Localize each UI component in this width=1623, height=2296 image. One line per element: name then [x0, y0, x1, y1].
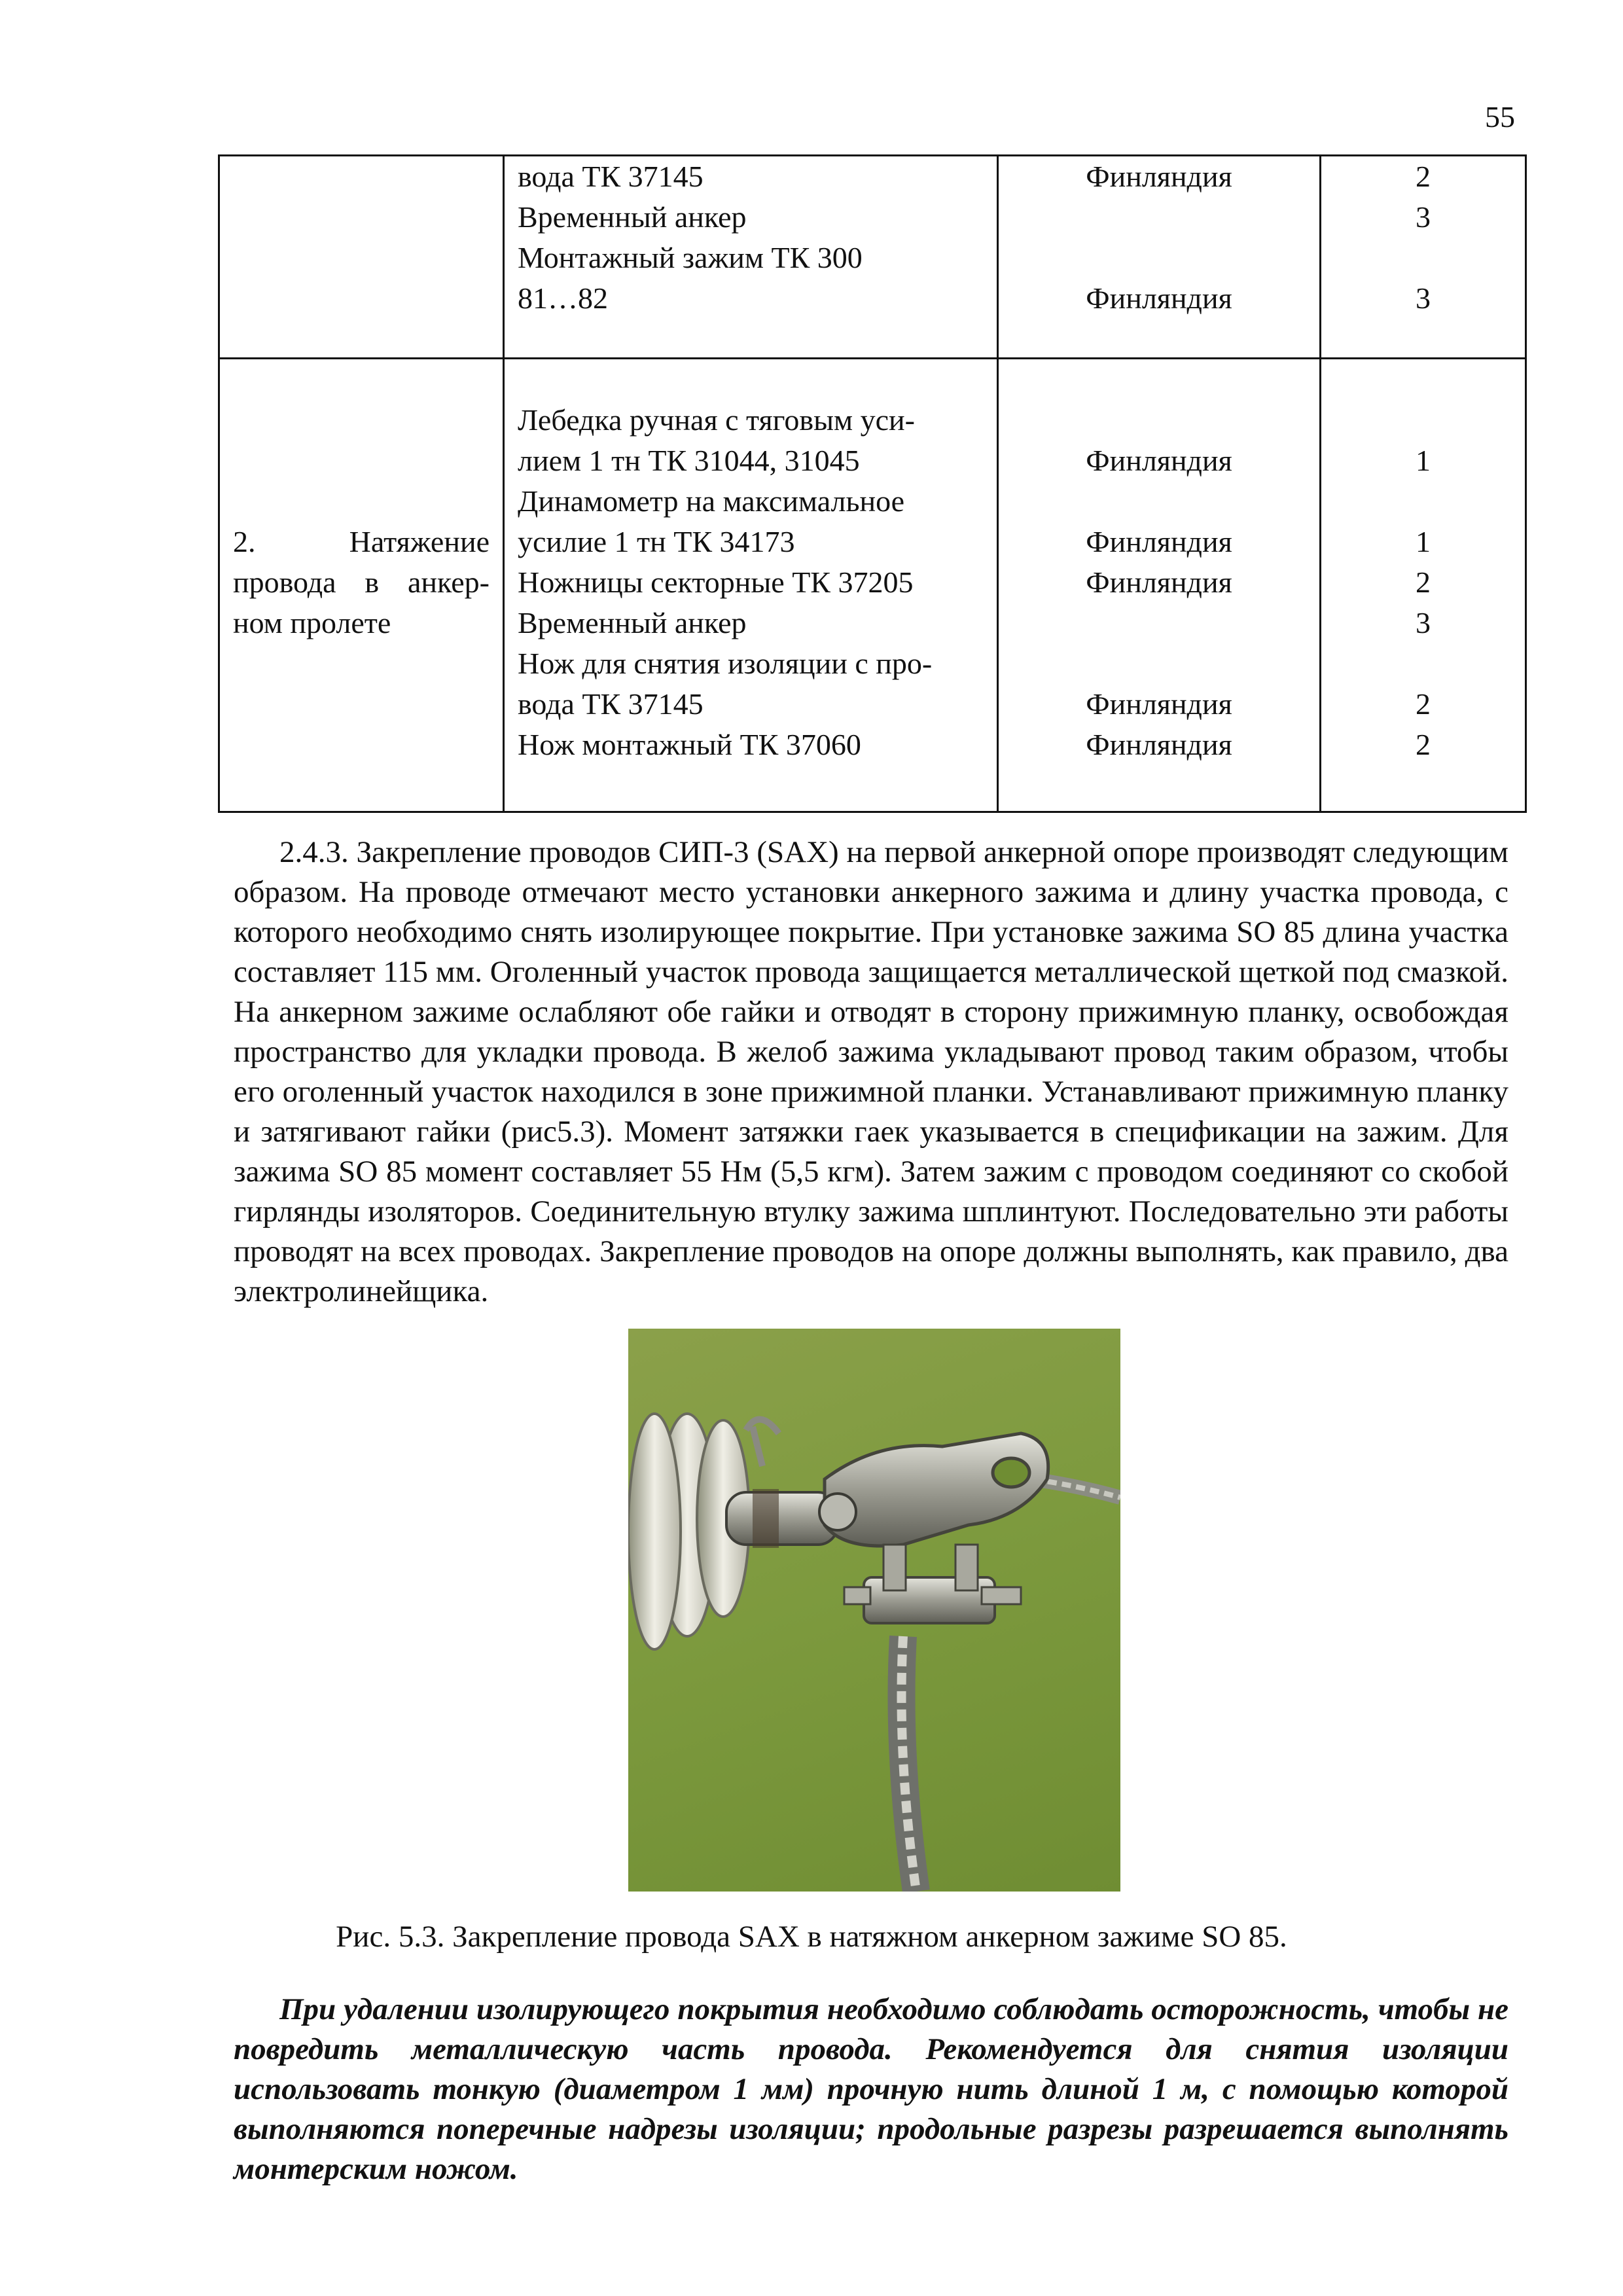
country-value: [1012, 238, 1306, 278]
quantity-value: 3: [1416, 200, 1431, 234]
country-value: Финляндия: [1086, 525, 1232, 558]
quantity-value: 2: [1416, 160, 1431, 193]
country-value: [1012, 603, 1306, 643]
quantity-value: [1334, 238, 1512, 278]
clamp-illustration: [628, 1329, 1120, 1892]
quantity-value: [1334, 481, 1512, 522]
country-value: Финляндия: [1086, 687, 1232, 721]
country-value: Финляндия: [1086, 728, 1232, 761]
section-paragraph: 2.4.3. Закрепление проводов СИП-3 (SAX) на первой анкерной опоре производят следующим образом. На проводе отмечают место установки анкерного зажима и длину участка провода, с которого необходимо снять изолирующее покрытие. При установке зажима SO 85 длина участка составляет 115 мм. Оголенный участок провода защищается металлической щеткой под смазкой. На анкерном зажиме ослабляют обе гайки и отводят в сторону прижимную планку, освобождая пространство для укладки провода. В желоб зажима укладывают провод таким образом, чтобы его оголенный участок находился в зоне прижимной планки. Устанавливают прижимную планку и затягивают гайки (рис5.3). Момент затяжки гаек указывается в спецификации на зажим. Для зажима SO 85 момент составляет 55 Нм (5,5 кгм). Затем зажим с проводом соединяют со скобой гирлянды изоляторов. Соединительную втулку зажима шплинтуют. Последовательно эти работы проводят на всех проводах. Закрепление проводов на опоре должны выполнять, как правило, два электролинейщика.: [234, 835, 1508, 1308]
list-item: Временный анкер: [518, 606, 747, 639]
quantity-value: 2: [1416, 565, 1431, 599]
country-cell: [998, 156, 1321, 359]
clamp-photo: [628, 1329, 1120, 1892]
quantity-value: 3: [1416, 606, 1431, 639]
items-cell: [504, 359, 998, 812]
list-item: Временный анкер: [518, 200, 747, 234]
quantity-cell: [1321, 359, 1526, 812]
country-value: [1012, 197, 1306, 238]
country-value: Финляндия: [1086, 565, 1232, 599]
quantity-cell: [1321, 156, 1526, 359]
list-item: Ножницы секторные ТК 37205: [518, 565, 914, 599]
country-value: Финляндия: [1086, 281, 1232, 315]
equipment-table: [218, 154, 1527, 813]
quantity-value: 2: [1416, 728, 1431, 761]
country-value: Финляндия: [1086, 444, 1232, 477]
safety-note: При удалении изолирующего покрытия необходимо соблюдать осторожность, чтобы не повредить металлическую часть провода. Рекомендуется для снятия изоляции использовать тонкую (диаметром 1 мм) прочную нить длиной 1 м, с помощью которой выполняются поперечные надрезы изоляции; продольные разрезы разрешается выполнять монтерским ножом.: [234, 1992, 1508, 2186]
list-item: лием 1 тн ТК 31044, 31045: [518, 444, 860, 477]
list-item: Монтажный зажим ТК 300: [518, 241, 863, 274]
country-cell: [998, 359, 1321, 812]
list-item: Нож монтажный ТК 37060: [518, 728, 861, 761]
quantity-value: 1: [1416, 444, 1431, 477]
quantity-value: [1334, 400, 1512, 440]
quantity-value: 3: [1416, 281, 1431, 315]
quantity-value: [1334, 643, 1512, 684]
stage-cell: [219, 156, 504, 359]
country-value: [1012, 400, 1306, 440]
country-value: [1012, 643, 1306, 684]
table-row: [219, 359, 1526, 812]
stage-line: провода в анкер-: [233, 565, 490, 599]
list-item: вода ТК 37145: [518, 160, 704, 193]
list-item: 81…82: [518, 281, 608, 315]
list-item: вода ТК 37145: [518, 687, 704, 721]
country-value: [1012, 481, 1306, 522]
figure-caption: Рис. 5.3. Закрепление провода SAX в натяжном анкерном зажиме SO 85.: [336, 1920, 1287, 1954]
stage-label: [233, 522, 490, 643]
items-cell: [504, 156, 998, 359]
page-number: 55: [1485, 100, 1515, 134]
quantity-value: 1: [1416, 525, 1431, 558]
stage-line: ном пролете: [233, 606, 391, 639]
list-item: усилие 1 тн ТК 34173: [518, 525, 795, 558]
stage-cell: [219, 359, 504, 812]
list-item: Динамометр на максимальное: [518, 484, 905, 518]
quantity-value: 2: [1416, 687, 1431, 721]
table-row: [219, 156, 1526, 359]
list-item: Лебедка ручная с тяговым уси-: [518, 403, 915, 437]
country-value: Финляндия: [1086, 160, 1232, 193]
stage-line: 2. Натяжение: [233, 525, 490, 558]
list-item: Нож для снятия изоляции с про-: [518, 647, 933, 680]
